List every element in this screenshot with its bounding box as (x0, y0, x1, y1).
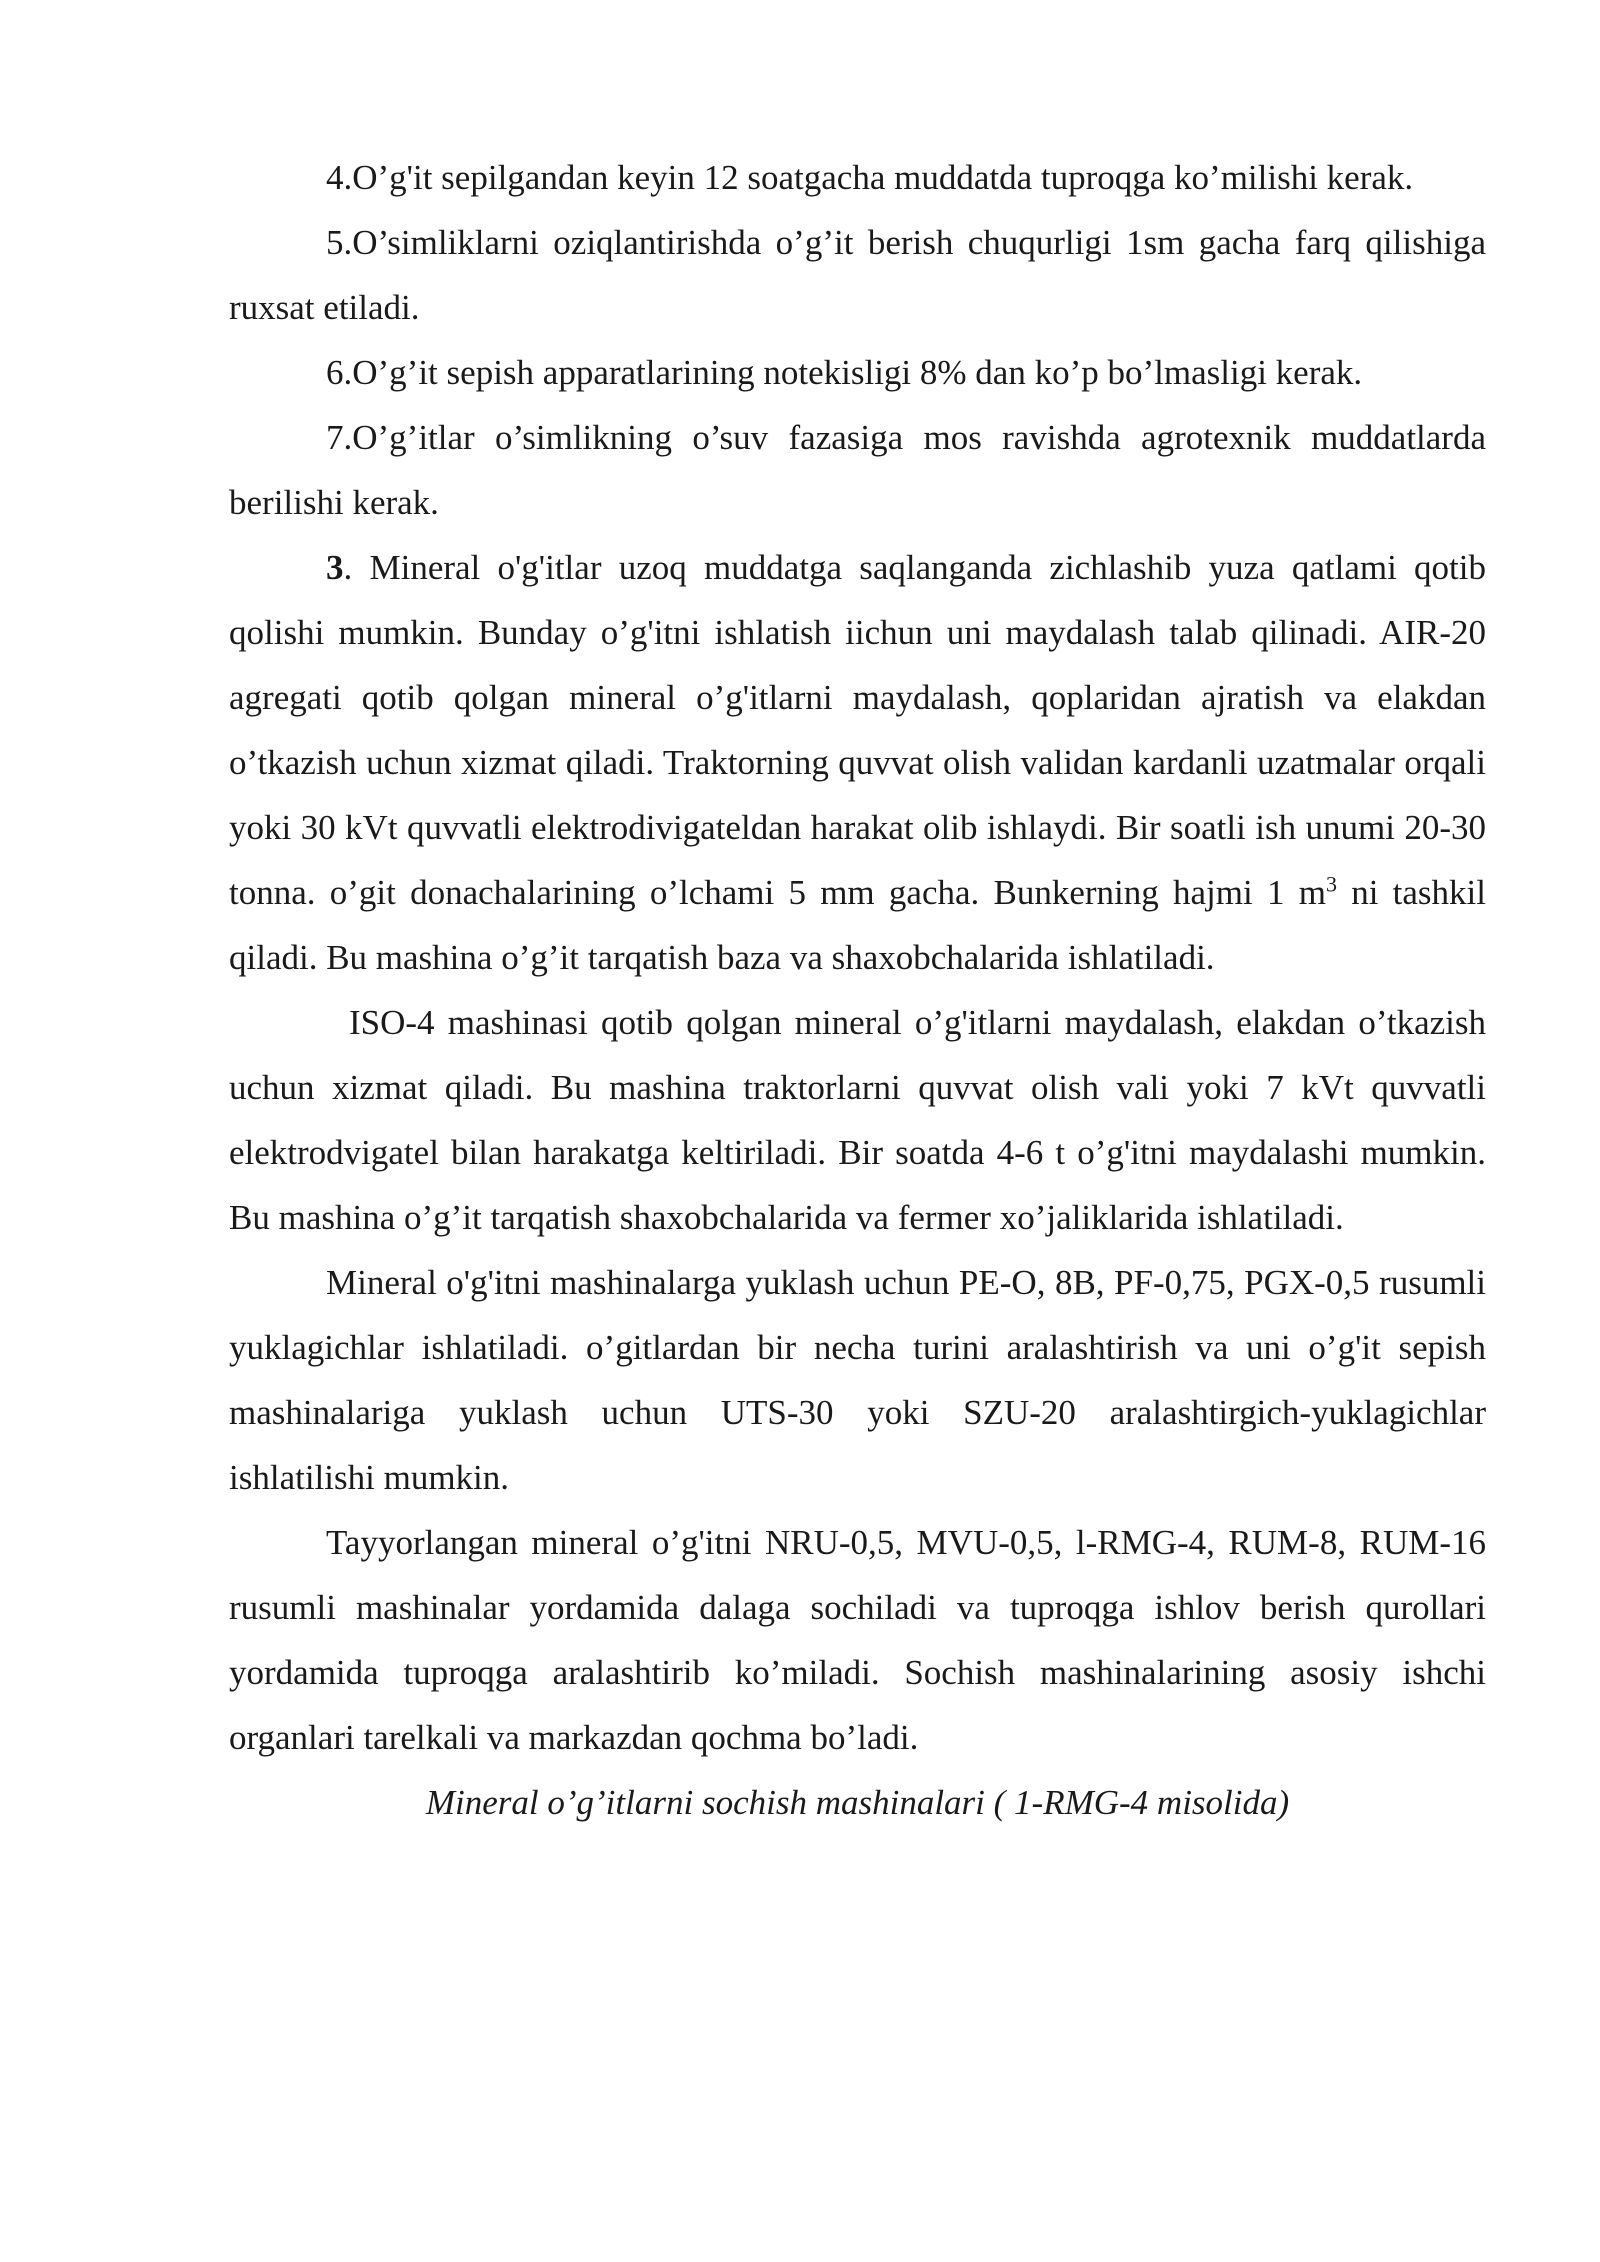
section-3-text-a: . Mineral o'g'itlar uzoq muddatga saqlanganda zichlashib yuza qatlami qotib qolishi mumkin. Bunday o’g'itni ishlatish iichun uni maydalash talab qilinadi. AIR-20 agregati qotib qolgan mineral o’g'itlarni maydalash, qoplaridan ajratish va elakdan o’tkazish uchun xizmat qiladi. Traktorning quvvat olish validan kardanli uzatmalar orqali yoki 30 kVt quvvatli elektrodivigateldan harakat olib ishlaydi. Bir soatli ish unumi 20-30 tonna. o’git donachalarining o’lchami 5 mm gacha. Bunkerning hajmi 1 m (229, 548, 1486, 912)
list-item-6: 6.O’g’it sepish apparatlarining notekisligi 8% dan ko’p bo’lmasligi kerak. (326, 353, 1363, 392)
section-3-number: 3 (326, 548, 344, 587)
section-3-paragraph (229, 535, 1486, 990)
document-page (229, 145, 1486, 1835)
cubic-superscript: 3 (1325, 871, 1337, 897)
figure-caption: Mineral o’g’itlarni sochish mashinalari ( 1-RMG-4 misolida) (425, 1783, 1290, 1822)
list-item-7: 7.O’g’itlar o’simlikning o’suv fazasiga mos ravishda agrotexnik muddatlarda berilishi kerak. (229, 418, 1486, 522)
iso4-paragraph: ISO-4 mashinasi qotib qolgan mineral o’g'itlarni maydalash, elakdan o’tkazish uchun xizmat qiladi. Bu mashina traktorlarni quvvat olish vali yoki 7 kVt quvvatli elektrodvigatel bilan harakatga keltiriladi. Bir soatda 4-6 t o’g'itni maydalashi mumkin. Bu mashina o’g’it tarqatish shaxobchalarida va fermer xo’jaliklarida ishlatiladi. (229, 1003, 1486, 1237)
list-item-4: 4.O’g'it sepilgandan keyin 12 soatgacha muddatda tuproqga ko’milishi kerak. (326, 158, 1414, 197)
prepared-paragraph: Tayyorlangan mineral o’g'itni NRU-0,5, MVU-0,5, l-RMG-4, RUM-8, RUM-16 rusumli mashinalar yordamida dalaga sochiladi va tuproqga ishlov berish qurollari yordamida tuproqga aralashtirib ko’miladi. Sochish mashinalarining asosiy ishchi organlari tarelkali va markazdan qochma bo’ladi. (229, 1523, 1486, 1757)
list-item-5: 5.O’simliklarni oziqlantirishda o’g’it berish chuqurligi 1sm gacha farq qilishiga ruxsat etiladi. (229, 223, 1486, 327)
section-3-text-b: ni tashkil qiladi. Bu mashina o’g’it tarqatish baza va shaxobchalarida ishlatiladi. (229, 873, 1486, 977)
loading-paragraph: Mineral o'g'itni mashinalarga yuklash uchun PE-O, 8B, PF-0,75, PGX-0,5 rusumli yuklagichlar ishlatiladi. o’gitlardan bir necha turini aralashtirish va uni o’g'it sepish mashinalariga yuklash uchun UTS-30 yoki SZU-20 aralashtirgich-yuklagichlar ishlatilishi mumkin. (229, 1263, 1486, 1497)
